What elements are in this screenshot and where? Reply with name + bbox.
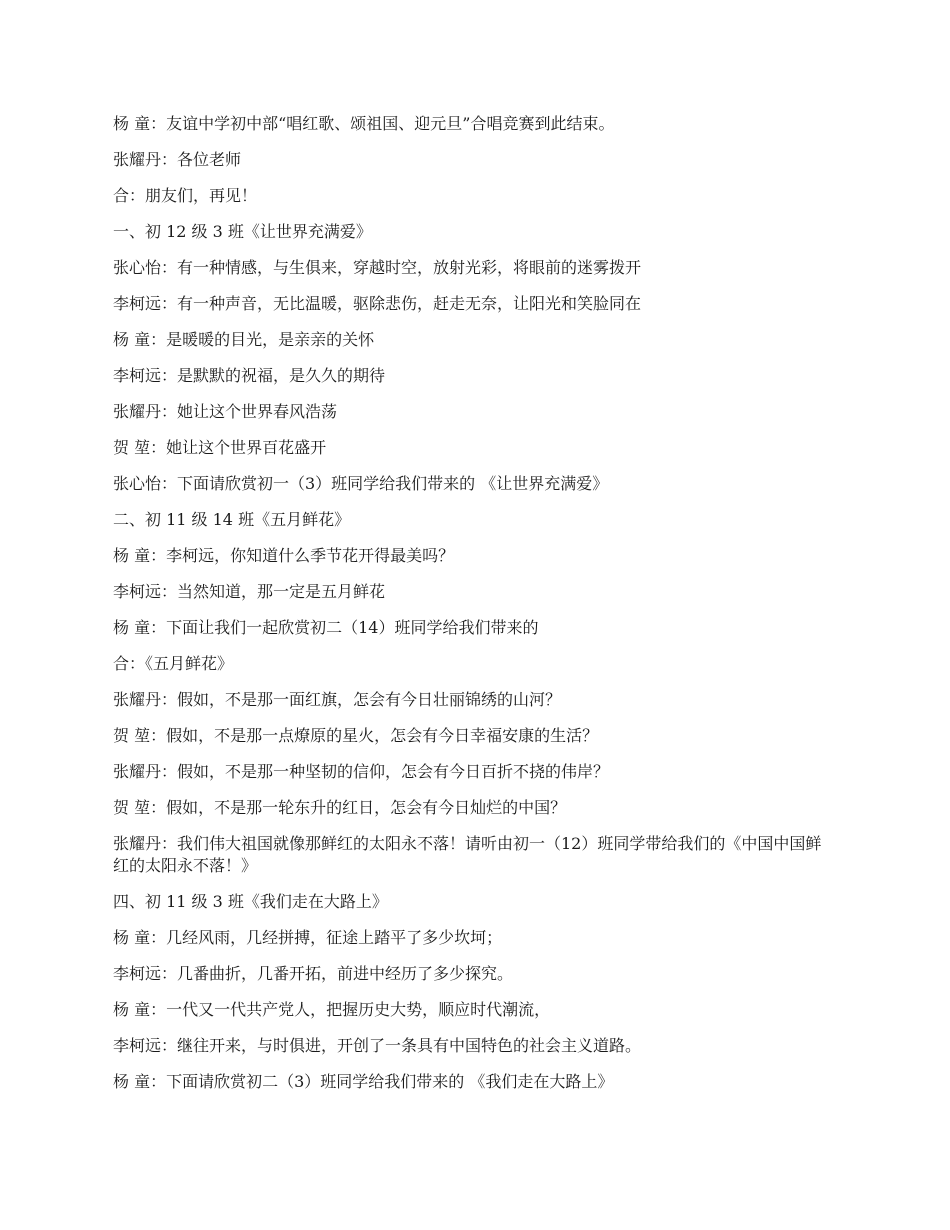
section-heading: 一、初 12 级 3 班《让世界充满爱》 [113,222,372,241]
text-line: 贺 堃：假如，不是那一轮东升的红日，怎会有今日灿烂的中国？ [113,798,567,817]
text-line: 合：《五月鲜花》 [113,654,234,673]
text-line: 贺 堃：假如，不是那一点燎原的星火，怎会有今日幸福安康的生活？ [113,726,599,745]
text-line: 合：朋友们，再见！ [113,186,258,205]
text-line: 李柯远：是默默的祝福，是久久的期待 [113,366,386,385]
text-line: 杨 童：李柯远，你知道什么季节花开得最美吗？ [113,546,455,565]
text-line: 张心怡：下面请欣赏初一（3）班同学给我们带来的 《让世界充满爱》 [113,474,609,493]
text-line: 杨 童：下面让我们一起欣赏初二（14）班同学给我们带来的 [113,618,539,637]
text-line: 张耀丹：假如，不是那一种坚韧的信仰，怎会有今日百折不挠的伟岸？ [113,762,610,781]
text-line: 杨 童：几经风雨，几经拼搏，征途上踏平了多少坎坷； [113,928,503,947]
document-body [113,113,833,1107]
text-line: 杨 童：是暖暖的目光，是亲亲的关怀 [113,330,375,349]
section-heading: 四、初 11 级 3 班《我们走在大路上》 [113,892,388,911]
section-heading: 二、初 11 级 14 班《五月鲜花》 [113,510,351,529]
text-line: 张心怡：有一种情感，与生俱来，穿越时空，放射光彩，将眼前的迷雾拨开 [113,258,642,277]
text-paragraph: 张耀丹：我们伟大祖国就像那鲜红的太阳永不落！请听由初一（12）班同学带给我们的《中国中国鲜红的太阳永不落！》 [113,834,822,875]
text-line: 李柯远：几番曲折，几番开拓，前进中经历了多少探究。 [113,964,514,983]
text-line: 贺 堃：她让这个世界百花盛开 [113,438,327,457]
text-line: 张耀丹：假如，不是那一面红旗，怎会有今日壮丽锦绣的山河？ [113,690,562,709]
text-line: 李柯远：当然知道，那一定是五月鲜花 [113,582,386,601]
text-line: 杨 童：友谊中学初中部“唱红歌、颂祖国、迎元旦”合唱竞赛到此结束。 [113,114,615,133]
text-line: 杨 童：一代又一代共产党人，把握历史大势，顺应时代潮流， [113,1000,551,1019]
text-line: 张耀丹：各位老师 [113,150,242,169]
text-line: 李柯远：继往开来，与时俱进，开创了一条具有中国特色的社会主义道路。 [113,1036,642,1055]
text-line: 杨 童：下面请欣赏初二（3）班同学给我们带来的 《我们走在大路上》 [113,1072,614,1091]
text-line: 李柯远：有一种声音，无比温暖，驱除悲伤，赶走无奈，让阳光和笑脸同在 [113,294,642,313]
text-line: 张耀丹：她让这个世界春风浩荡 [113,402,338,421]
